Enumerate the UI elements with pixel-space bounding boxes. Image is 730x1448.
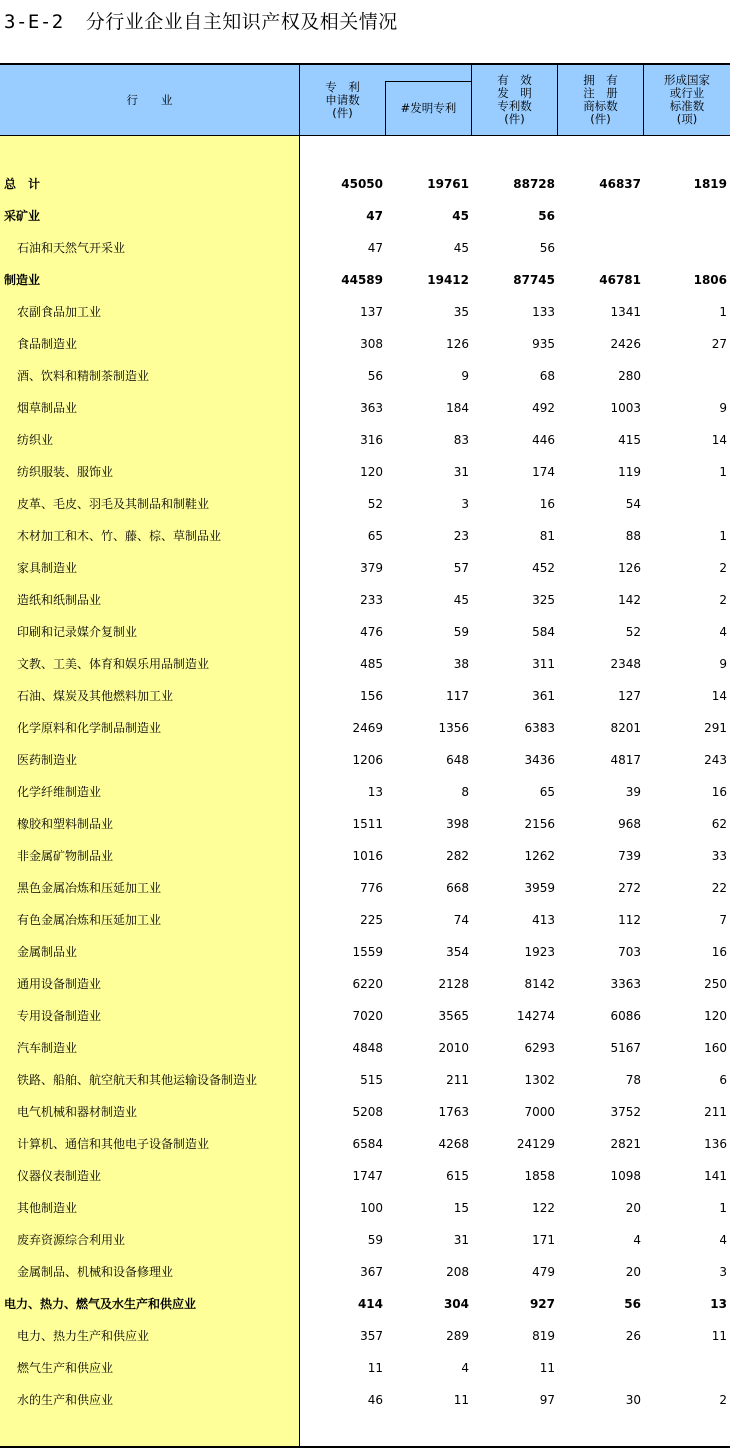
trademarks-cell: 703 (618, 945, 641, 959)
standards-cell: 7 (719, 913, 727, 927)
trademarks-cell: 126 (618, 561, 641, 575)
standards-cell: 9 (719, 401, 727, 415)
table-row (0, 1288, 730, 1320)
patent-applications-cell: 65 (367, 529, 383, 543)
patent-applications-cell: 47 (366, 209, 383, 223)
standards-cell: 211 (704, 1105, 727, 1119)
patent-applications-cell: 7020 (352, 1009, 383, 1023)
valid-patents-cell: 927 (529, 1297, 555, 1311)
invention-patents-cell: 615 (446, 1169, 469, 1183)
table-row (0, 392, 730, 424)
invention-patents-cell: 57 (453, 561, 469, 575)
table-row (0, 840, 730, 872)
trademarks-cell: 26 (625, 1329, 641, 1343)
invention-patents-cell: 398 (446, 817, 469, 831)
valid-patents-cell: 452 (532, 561, 555, 575)
valid-patents-cell: 325 (532, 593, 555, 607)
industry-name: 皮革、毛皮、羽毛及其制品和制鞋业 (17, 497, 210, 511)
industry-name: 水的生产和供应业 (17, 1393, 114, 1407)
table-row (0, 520, 730, 552)
industry-name: 有色金属冶炼和压延加工业 (17, 913, 162, 927)
table-row (0, 488, 730, 520)
industry-name: 计算机、通信和其他电子设备制造业 (17, 1137, 210, 1151)
invention-patents-cell: 11 (453, 1393, 469, 1407)
table-row (0, 360, 730, 392)
valid-patents-cell: 65 (539, 785, 555, 799)
standards-cell: 1 (719, 1201, 727, 1215)
header-industry: 行 业 (126, 92, 173, 107)
industry-name: 仪器仪表制造业 (17, 1169, 102, 1183)
header-patent-applications: 专 利 申请数 (件) (325, 79, 360, 120)
patent-applications-cell: 52 (367, 497, 383, 511)
industry-name: 印刷和记录媒介复制业 (17, 625, 138, 639)
table-row (0, 1320, 730, 1352)
standards-cell: 9 (719, 657, 727, 671)
valid-patents-cell: 1923 (524, 945, 555, 959)
trademarks-cell: 272 (618, 881, 641, 895)
invention-patents-cell: 668 (446, 881, 469, 895)
header-trademarks: 拥 有 注 册 商标数 (件) (583, 73, 618, 126)
trademarks-cell: 739 (618, 849, 641, 863)
invention-patents-cell: 59 (453, 625, 469, 639)
valid-patents-cell: 819 (532, 1329, 555, 1343)
standards-cell: 243 (704, 753, 727, 767)
invention-patents-cell: 1356 (438, 721, 469, 735)
table-row (0, 1224, 730, 1256)
invention-patents-cell: 19761 (427, 177, 469, 191)
invention-patents-cell: 83 (453, 433, 469, 447)
standards-cell: 120 (704, 1009, 727, 1023)
table-row (0, 680, 730, 712)
industry-name: 燃气生产和供应业 (17, 1361, 114, 1375)
trademarks-cell: 4 (633, 1233, 641, 1247)
trademarks-cell: 1341 (610, 305, 641, 319)
valid-patents-cell: 56 (539, 241, 555, 255)
patent-applications-cell: 363 (360, 401, 383, 415)
trademarks-cell: 3363 (610, 977, 641, 991)
table-row (0, 1032, 730, 1064)
patent-applications-cell: 46 (367, 1393, 383, 1407)
patent-applications-cell: 316 (360, 433, 383, 447)
invention-patents-cell: 3 (461, 497, 469, 511)
patent-applications-cell: 776 (360, 881, 383, 895)
valid-patents-cell: 14274 (516, 1009, 555, 1023)
standards-cell: 4 (719, 625, 727, 639)
table-row (0, 1352, 730, 1384)
invention-patents-cell: 8 (461, 785, 469, 799)
valid-patents-cell: 56 (538, 209, 555, 223)
table-row (0, 808, 730, 840)
standards-cell: 2 (719, 1393, 727, 1407)
trademarks-cell: 56 (624, 1297, 641, 1311)
patent-applications-cell: 308 (360, 337, 383, 351)
invention-patents-cell: 2010 (438, 1041, 469, 1055)
valid-patents-cell: 6383 (524, 721, 555, 735)
industry-name: 汽车制造业 (17, 1041, 78, 1055)
invention-patents-cell: 304 (443, 1297, 469, 1311)
table-body (0, 168, 730, 1416)
patent-applications-cell: 414 (357, 1297, 383, 1311)
table-row (0, 1384, 730, 1416)
valid-patents-cell: 88728 (513, 177, 555, 191)
industry-name: 电力、热力生产和供应业 (17, 1329, 150, 1343)
valid-patents-cell: 1302 (524, 1073, 555, 1087)
patent-applications-cell: 5208 (352, 1105, 383, 1119)
patent-applications-cell: 56 (367, 369, 383, 383)
standards-cell: 1 (719, 529, 727, 543)
trademarks-cell: 6086 (610, 1009, 641, 1023)
valid-patents-cell: 6293 (524, 1041, 555, 1055)
industry-name: 金属制品、机械和设备修理业 (17, 1265, 174, 1279)
trademarks-cell: 39 (625, 785, 641, 799)
patent-applications-cell: 156 (360, 689, 383, 703)
industry-name: 食品制造业 (17, 337, 78, 351)
patent-applications-cell: 6584 (352, 1137, 383, 1151)
industry-name: 酒、饮料和精制茶制造业 (17, 369, 150, 383)
table-row (0, 328, 730, 360)
valid-patents-cell: 16 (539, 497, 555, 511)
standards-cell: 22 (711, 881, 727, 895)
standards-cell: 4 (719, 1233, 727, 1247)
valid-patents-cell: 68 (539, 369, 555, 383)
patent-applications-cell: 45050 (341, 177, 383, 191)
standards-cell: 1 (719, 305, 727, 319)
standards-cell: 250 (704, 977, 727, 991)
invention-patents-cell: 23 (453, 529, 469, 543)
standards-cell: 16 (711, 945, 727, 959)
valid-patents-cell: 7000 (524, 1105, 555, 1119)
patent-applications-cell: 59 (367, 1233, 383, 1247)
industry-name: 电气机械和器材制造业 (17, 1105, 138, 1119)
industry-name: 石油、煤炭及其他燃料加工业 (17, 689, 174, 703)
valid-patents-cell: 171 (532, 1233, 555, 1247)
trademarks-cell: 46837 (599, 177, 641, 191)
table-code: 3-E-2 (4, 11, 64, 33)
invention-patents-cell: 354 (446, 945, 469, 959)
valid-patents-cell: 361 (532, 689, 555, 703)
standards-cell: 1819 (693, 177, 727, 191)
standards-cell: 13 (710, 1297, 727, 1311)
table-row (0, 1096, 730, 1128)
valid-patents-cell: 492 (532, 401, 555, 415)
patent-applications-cell: 476 (360, 625, 383, 639)
trademarks-cell: 2821 (610, 1137, 641, 1151)
patent-applications-cell: 1016 (352, 849, 383, 863)
valid-patents-cell: 3436 (524, 753, 555, 767)
table-row (0, 776, 730, 808)
patent-applications-cell: 1511 (352, 817, 383, 831)
trademarks-cell: 4817 (610, 753, 641, 767)
invention-patents-cell: 4 (461, 1361, 469, 1375)
patent-applications-cell: 357 (360, 1329, 383, 1343)
valid-patents-cell: 311 (532, 657, 555, 671)
patent-applications-cell: 120 (360, 465, 383, 479)
valid-patents-cell: 935 (532, 337, 555, 351)
header-valid-patents: 有 效 发 明 专利数 (件) (497, 73, 532, 126)
patent-applications-cell: 1206 (352, 753, 383, 767)
valid-patents-cell: 3959 (524, 881, 555, 895)
table-row (0, 616, 730, 648)
table-title: 分行业企业自主知识产权及相关情况 (85, 11, 398, 33)
table-row (0, 648, 730, 680)
patent-applications-cell: 4848 (352, 1041, 383, 1055)
industry-name: 通用设备制造业 (17, 977, 102, 991)
patent-applications-cell: 44589 (341, 273, 383, 287)
standards-cell: 1 (719, 465, 727, 479)
invention-patents-cell: 289 (446, 1329, 469, 1343)
trademarks-cell: 78 (625, 1073, 641, 1087)
industry-name: 专用设备制造业 (17, 1009, 102, 1023)
table-row (0, 1128, 730, 1160)
table-row (0, 264, 730, 296)
table-row (0, 584, 730, 616)
standards-cell: 14 (711, 689, 727, 703)
industry-name: 黑色金属冶炼和压延加工业 (17, 881, 162, 895)
invention-patents-cell: 2128 (438, 977, 469, 991)
patent-applications-cell: 379 (360, 561, 383, 575)
invention-patents-cell: 208 (446, 1265, 469, 1279)
trademarks-cell: 1098 (610, 1169, 641, 1183)
industry-name: 化学原料和化学制品制造业 (17, 721, 162, 735)
valid-patents-cell: 24129 (516, 1137, 555, 1151)
valid-patents-cell: 446 (532, 433, 555, 447)
standards-cell: 2 (719, 561, 727, 575)
table-row (0, 232, 730, 264)
trademarks-cell: 112 (618, 913, 641, 927)
table-row (0, 1000, 730, 1032)
industry-name: 电力、热力、燃气及水生产和供应业 (4, 1297, 197, 1311)
standards-cell: 3 (719, 1265, 727, 1279)
patent-applications-cell: 137 (360, 305, 383, 319)
trademarks-cell: 119 (618, 465, 641, 479)
standards-cell: 62 (711, 817, 727, 831)
standards-cell: 136 (704, 1137, 727, 1151)
patent-applications-cell: 2469 (352, 721, 383, 735)
valid-patents-cell: 122 (532, 1201, 555, 1215)
page-title (4, 7, 398, 34)
invention-patents-cell: 3565 (438, 1009, 469, 1023)
standards-cell: 33 (711, 849, 727, 863)
patent-applications-cell: 515 (360, 1073, 383, 1087)
patent-applications-cell: 47 (367, 241, 383, 255)
invention-patents-cell: 45 (453, 593, 469, 607)
industry-name: 采矿业 (4, 209, 41, 223)
table-row (0, 904, 730, 936)
table-row (0, 872, 730, 904)
industry-name: 纺织服装、服饰业 (17, 465, 114, 479)
invention-patents-cell: 31 (453, 1233, 469, 1247)
table-row (0, 1256, 730, 1288)
valid-patents-cell: 81 (539, 529, 555, 543)
header-standards: 形成国家 或行业 标准数 (项) (664, 73, 710, 126)
patent-applications-cell: 11 (367, 1361, 383, 1375)
trademarks-cell: 8201 (610, 721, 641, 735)
invention-patents-cell: 282 (446, 849, 469, 863)
invention-patents-cell: 15 (453, 1201, 469, 1215)
industry-name: 纺织业 (17, 433, 54, 447)
table-row (0, 552, 730, 584)
industry-name: 总 计 (4, 177, 41, 191)
valid-patents-cell: 2156 (524, 817, 555, 831)
industry-name: 制造业 (4, 273, 41, 287)
trademarks-cell: 46781 (599, 273, 641, 287)
invention-patents-cell: 648 (446, 753, 469, 767)
invention-patents-cell: 19412 (427, 273, 469, 287)
trademarks-cell: 127 (618, 689, 641, 703)
trademarks-cell: 54 (625, 497, 641, 511)
header-invention-patents: #发明专利 (400, 101, 457, 115)
trademarks-cell: 2426 (610, 337, 641, 351)
invention-patents-cell: 31 (453, 465, 469, 479)
invention-patents-cell: 211 (446, 1073, 469, 1087)
industry-name: 橡胶和塑料制品业 (17, 817, 114, 831)
patent-applications-cell: 233 (360, 593, 383, 607)
trademarks-cell: 1003 (610, 401, 641, 415)
patent-applications-cell: 6220 (352, 977, 383, 991)
table-row (0, 712, 730, 744)
trademarks-cell: 52 (625, 625, 641, 639)
valid-patents-cell: 584 (532, 625, 555, 639)
trademarks-cell: 415 (618, 433, 641, 447)
table-row (0, 936, 730, 968)
table-row (0, 456, 730, 488)
standards-cell: 291 (704, 721, 727, 735)
table-row (0, 1192, 730, 1224)
standards-cell: 160 (704, 1041, 727, 1055)
patent-applications-cell: 1747 (352, 1169, 383, 1183)
table-row (0, 744, 730, 776)
trademarks-cell: 280 (618, 369, 641, 383)
table-row (0, 168, 730, 200)
valid-patents-cell: 1262 (524, 849, 555, 863)
valid-patents-cell: 413 (532, 913, 555, 927)
standards-cell: 141 (704, 1169, 727, 1183)
industry-name: 农副食品加工业 (17, 305, 102, 319)
industry-name: 其他制造业 (17, 1201, 78, 1215)
standards-cell: 27 (711, 337, 727, 351)
trademarks-cell: 142 (618, 593, 641, 607)
industry-name: 金属制品业 (17, 945, 78, 959)
valid-patents-cell: 97 (539, 1393, 555, 1407)
trademarks-cell: 2348 (610, 657, 641, 671)
trademarks-cell: 3752 (610, 1105, 641, 1119)
patent-applications-cell: 485 (360, 657, 383, 671)
standards-cell: 14 (711, 433, 727, 447)
patent-applications-cell: 1559 (352, 945, 383, 959)
trademarks-cell: 5167 (610, 1041, 641, 1055)
invention-patents-cell: 126 (446, 337, 469, 351)
table-row (0, 296, 730, 328)
table-row (0, 200, 730, 232)
invention-patents-cell: 4268 (438, 1137, 469, 1151)
trademarks-cell: 20 (625, 1201, 641, 1215)
invention-patents-cell: 117 (446, 689, 469, 703)
industry-name: 石油和天然气开采业 (17, 241, 126, 255)
invention-patents-cell: 1763 (438, 1105, 469, 1119)
standards-cell: 16 (711, 785, 727, 799)
valid-patents-cell: 8142 (524, 977, 555, 991)
invention-patents-cell: 9 (461, 369, 469, 383)
table-row (0, 1160, 730, 1192)
standards-cell: 6 (719, 1073, 727, 1087)
industry-name: 非金属矿物制品业 (17, 849, 114, 863)
table-row (0, 424, 730, 456)
valid-patents-cell: 174 (532, 465, 555, 479)
invention-patents-cell: 38 (453, 657, 469, 671)
valid-patents-cell: 1858 (524, 1169, 555, 1183)
standards-cell: 1806 (693, 273, 727, 287)
table-row (0, 968, 730, 1000)
valid-patents-cell: 87745 (513, 273, 555, 287)
industry-name: 木材加工和木、竹、藤、棕、草制品业 (17, 529, 222, 543)
industry-name: 医药制造业 (17, 753, 78, 767)
patent-applications-cell: 100 (360, 1201, 383, 1215)
valid-patents-cell: 479 (532, 1265, 555, 1279)
patent-applications-cell: 225 (360, 913, 383, 927)
invention-patents-cell: 74 (453, 913, 469, 927)
trademarks-cell: 968 (618, 817, 641, 831)
invention-patents-cell: 184 (446, 401, 469, 415)
invention-patents-cell: 35 (453, 305, 469, 319)
industry-name: 家具制造业 (17, 561, 78, 575)
patent-applications-cell: 13 (367, 785, 383, 799)
trademarks-cell: 88 (625, 529, 641, 543)
standards-cell: 2 (719, 593, 727, 607)
industry-name: 废弃资源综合利用业 (17, 1233, 126, 1247)
industry-name: 造纸和纸制品业 (17, 593, 102, 607)
table-header (0, 65, 730, 136)
valid-patents-cell: 11 (539, 1361, 555, 1375)
table-row (0, 1064, 730, 1096)
industry-name: 化学纤维制造业 (17, 785, 102, 799)
industry-name: 烟草制品业 (17, 401, 78, 415)
trademarks-cell: 20 (625, 1265, 641, 1279)
industry-name: 文教、工美、体育和娱乐用品制造业 (17, 657, 210, 671)
trademarks-cell: 30 (625, 1393, 641, 1407)
valid-patents-cell: 133 (532, 305, 555, 319)
standards-cell: 11 (711, 1329, 727, 1343)
invention-patents-cell: 45 (452, 209, 469, 223)
industry-name: 铁路、船舶、航空航天和其他运输设备制造业 (17, 1073, 258, 1087)
invention-patents-cell: 45 (453, 241, 469, 255)
patent-applications-cell: 367 (360, 1265, 383, 1279)
